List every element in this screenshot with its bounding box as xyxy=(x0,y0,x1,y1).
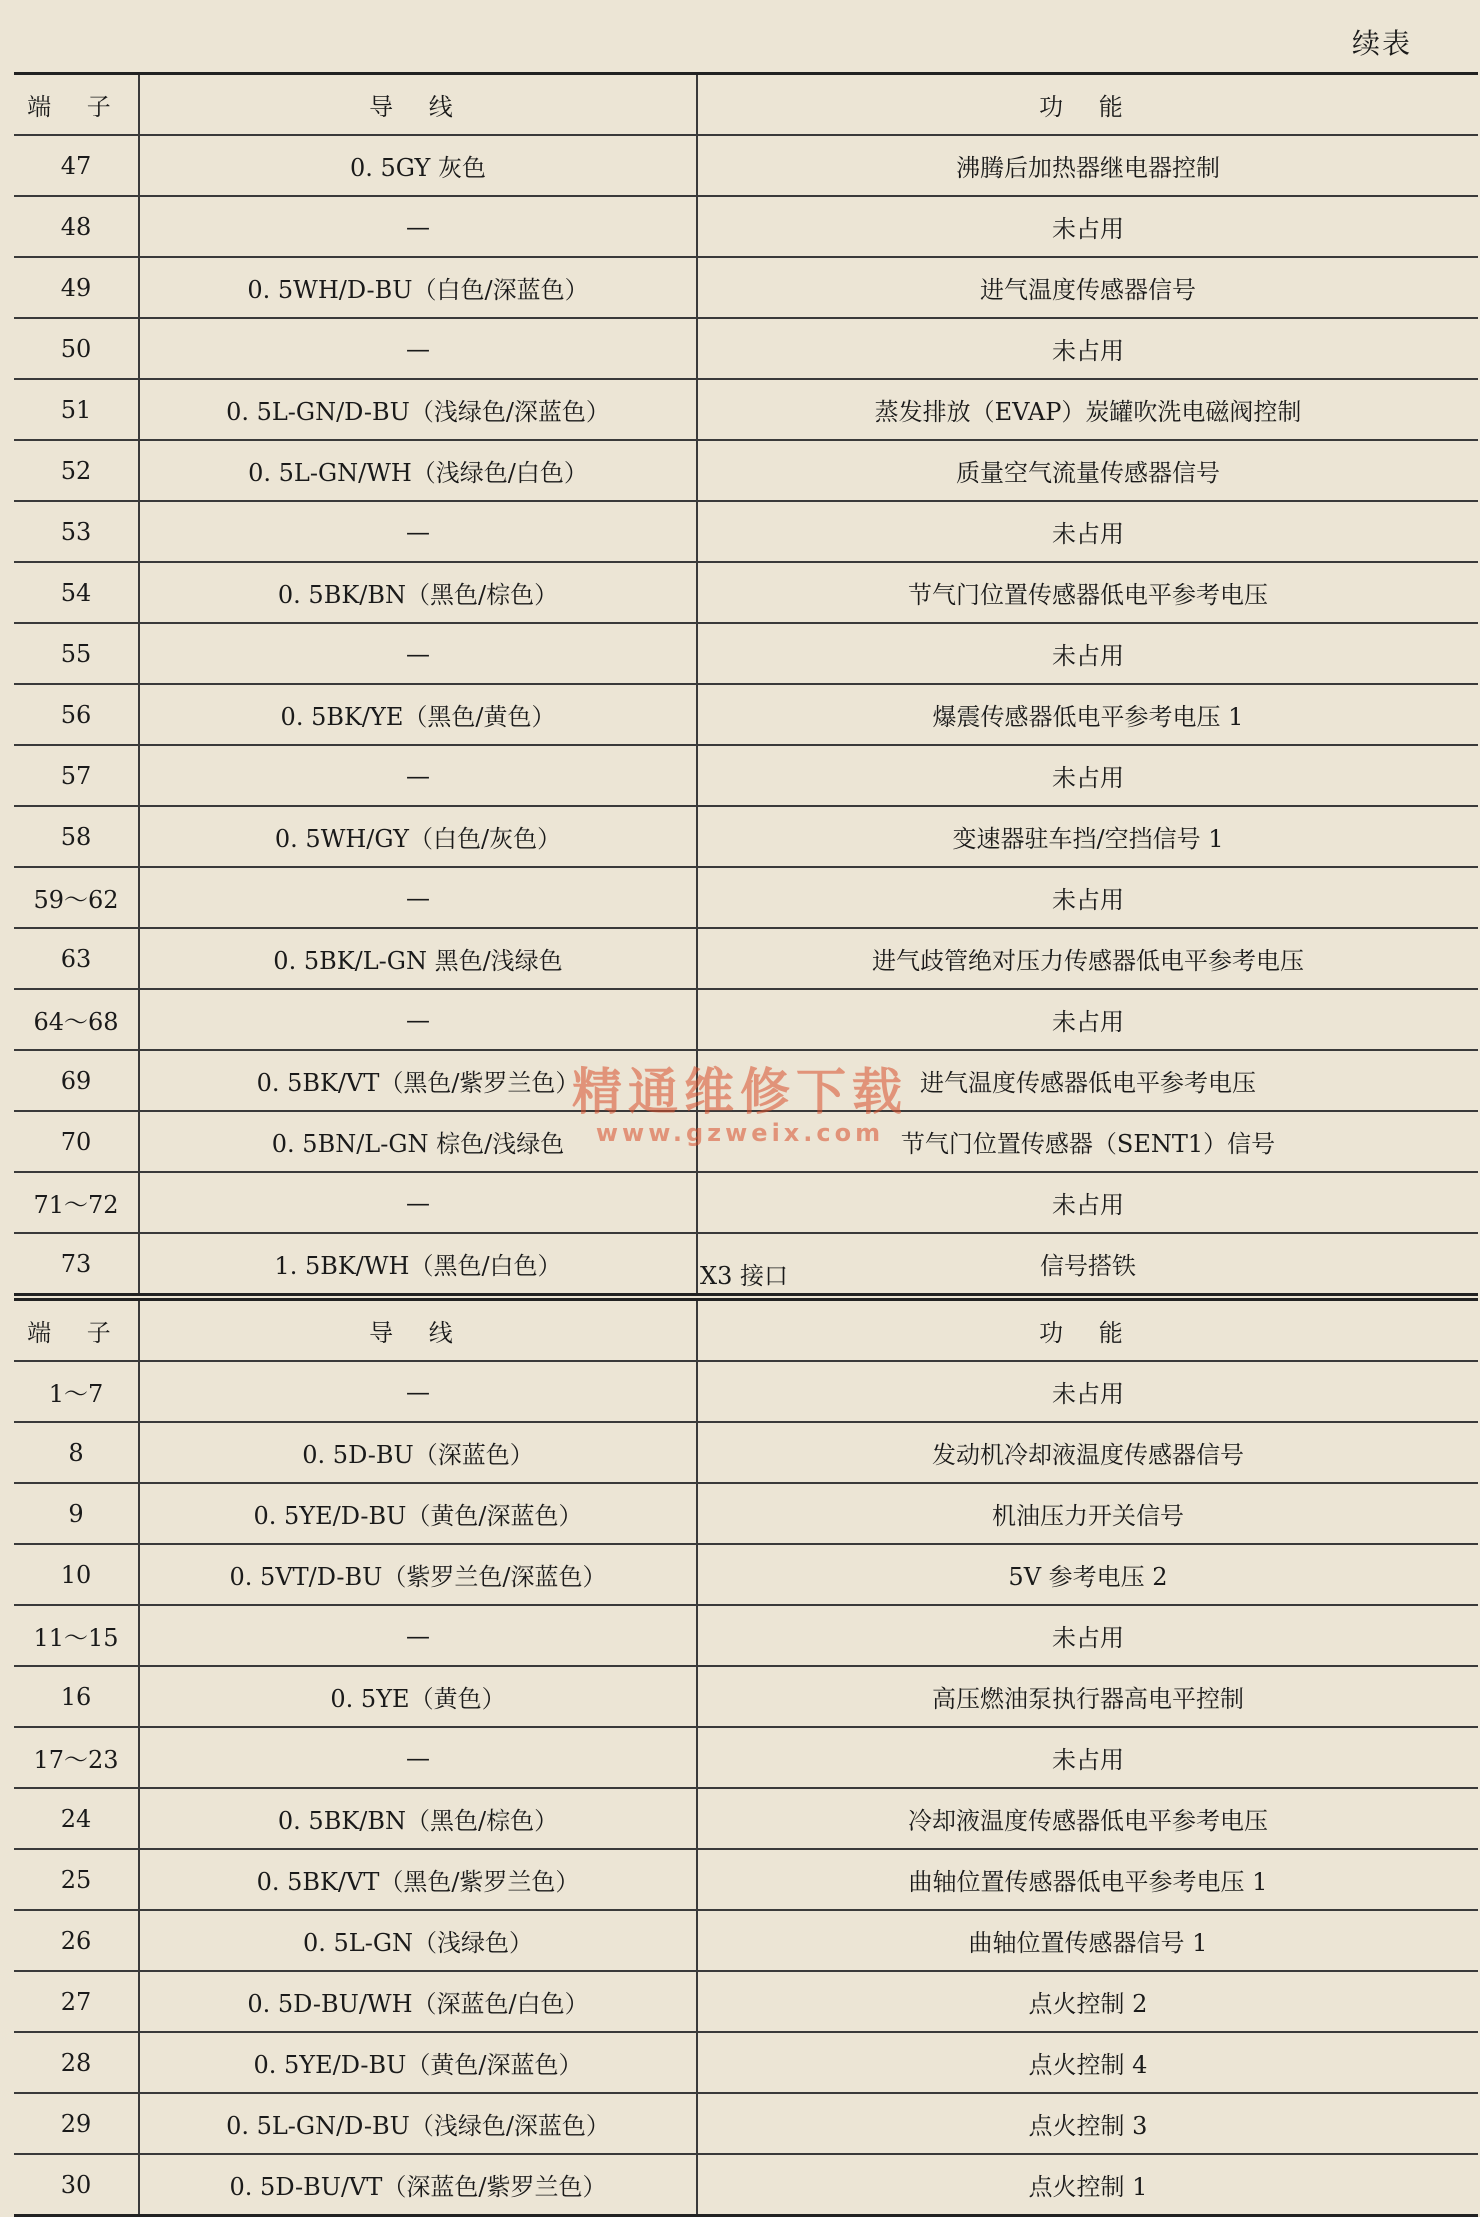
function-cell: 进气温度传感器低电平参考电压 xyxy=(697,1050,1478,1111)
function-cell: 5V 参考电压 2 xyxy=(697,1544,1478,1605)
terminal-header: 端 子 xyxy=(14,1300,139,1362)
terminal-cell: 47 xyxy=(14,135,139,196)
wire-cell: — xyxy=(139,196,697,257)
function-header: 功 能 xyxy=(697,74,1478,136)
terminal-cell: 73 xyxy=(14,1233,139,1295)
table-row xyxy=(14,440,1478,501)
table-row xyxy=(14,1666,1478,1727)
table-row xyxy=(14,745,1478,806)
table-row xyxy=(14,806,1478,867)
table-row xyxy=(14,1422,1478,1483)
function-cell: 点火控制 2 xyxy=(697,1971,1478,2032)
function-cell: 点火控制 4 xyxy=(697,2032,1478,2093)
table-row xyxy=(14,562,1478,623)
table-row xyxy=(14,1172,1478,1233)
function-header: 功 能 xyxy=(697,1300,1478,1362)
wire-cell: 0. 5L-GN/WH（浅绿色/白色） xyxy=(139,440,697,501)
table-row xyxy=(14,1849,1478,1910)
wire-cell: 1. 5BK/WH（黑色/白色） xyxy=(139,1233,697,1295)
function-cell: 机油压力开关信号 xyxy=(697,1483,1478,1544)
continued-table-label: 续表 xyxy=(1351,27,1412,60)
function-cell: 蒸发排放（EVAP）炭罐吹洗电磁阀控制 xyxy=(697,379,1478,440)
terminal-cell: 16 xyxy=(14,1666,139,1727)
wire-cell: 0. 5BN/L-GN 棕色/浅绿色 xyxy=(139,1111,697,1172)
table-row xyxy=(14,1544,1478,1605)
watermark-text: 精通维修下载 xyxy=(572,1062,908,1121)
terminal-header: 端 子 xyxy=(14,74,139,136)
x3-pin-table xyxy=(14,1298,1478,2217)
function-cell: 未占用 xyxy=(697,989,1478,1050)
table-row xyxy=(14,379,1478,440)
function-cell: 节气门位置传感器（SENT1）信号 xyxy=(697,1111,1478,1172)
function-cell: 质量空气流量传感器信号 xyxy=(697,440,1478,501)
function-cell: 未占用 xyxy=(697,196,1478,257)
function-cell: 曲轴位置传感器信号 1 xyxy=(697,1910,1478,1971)
wire-cell: 0. 5VT/D-BU（紫罗兰色/深蓝色） xyxy=(139,1544,697,1605)
table-row xyxy=(14,2093,1478,2154)
function-cell: 未占用 xyxy=(697,1727,1478,1788)
wire-cell: — xyxy=(139,623,697,684)
terminal-cell: 48 xyxy=(14,196,139,257)
table-row xyxy=(14,2154,1478,2216)
function-cell: 未占用 xyxy=(697,623,1478,684)
function-cell: 未占用 xyxy=(697,1605,1478,1666)
terminal-cell: 55 xyxy=(14,623,139,684)
wire-header: 导 线 xyxy=(139,1300,697,1362)
wire-cell: 0. 5L-GN/D-BU（浅绿色/深蓝色） xyxy=(139,379,697,440)
terminal-cell: 10 xyxy=(14,1544,139,1605)
terminal-cell: 30 xyxy=(14,2154,139,2216)
terminal-cell: 8 xyxy=(14,1422,139,1483)
function-cell: 发动机冷却液温度传感器信号 xyxy=(697,1422,1478,1483)
terminal-cell: 49 xyxy=(14,257,139,318)
wire-cell: — xyxy=(139,501,697,562)
wire-cell: 0. 5BK/VT（黑色/紫罗兰色） xyxy=(139,1050,697,1111)
terminal-cell: 57 xyxy=(14,745,139,806)
x2-table-body xyxy=(14,135,1478,1295)
function-cell: 点火控制 3 xyxy=(697,2093,1478,2154)
wire-cell: 0. 5YE（黄色） xyxy=(139,1666,697,1727)
wire-cell: 0. 5BK/YE（黑色/黄色） xyxy=(139,684,697,745)
wire-cell: — xyxy=(139,318,697,379)
function-cell: 未占用 xyxy=(697,1361,1478,1422)
x2-pin-table xyxy=(14,72,1478,1296)
function-cell: 节气门位置传感器低电平参考电压 xyxy=(697,562,1478,623)
terminal-cell: 64～68 xyxy=(14,989,139,1050)
terminal-cell: 70 xyxy=(14,1111,139,1172)
function-cell: 信号搭铁 xyxy=(697,1233,1478,1295)
table-row xyxy=(14,196,1478,257)
wire-cell: 0. 5D-BU（深蓝色） xyxy=(139,1422,697,1483)
terminal-cell: 11～15 xyxy=(14,1605,139,1666)
terminal-cell: 25 xyxy=(14,1849,139,1910)
terminal-cell: 29 xyxy=(14,2093,139,2154)
terminal-cell: 69 xyxy=(14,1050,139,1111)
wire-cell: 0. 5BK/VT（黑色/紫罗兰色） xyxy=(139,1849,697,1910)
terminal-cell: 56 xyxy=(14,684,139,745)
wire-cell: 0. 5BK/BN（黑色/棕色） xyxy=(139,562,697,623)
table-row xyxy=(14,1788,1478,1849)
wire-cell: 0. 5BK/L-GN 黑色/浅绿色 xyxy=(139,928,697,989)
x3-table-body xyxy=(14,1361,1478,2216)
wire-cell: — xyxy=(139,867,697,928)
table-row xyxy=(14,1111,1478,1172)
wire-cell: — xyxy=(139,989,697,1050)
wire-cell: 0. 5YE/D-BU（黄色/深蓝色） xyxy=(139,2032,697,2093)
table-row xyxy=(14,989,1478,1050)
function-cell: 进气歧管绝对压力传感器低电平参考电压 xyxy=(697,928,1478,989)
wire-cell: 0. 5WH/D-BU（白色/深蓝色） xyxy=(139,257,697,318)
wire-cell: 0. 5YE/D-BU（黄色/深蓝色） xyxy=(139,1483,697,1544)
wire-cell: 0. 5GY 灰色 xyxy=(139,135,697,196)
function-cell: 变速器驻车挡/空挡信号 1 xyxy=(697,806,1478,867)
terminal-cell: 53 xyxy=(14,501,139,562)
terminal-cell: 27 xyxy=(14,1971,139,2032)
terminal-cell: 54 xyxy=(14,562,139,623)
table-row xyxy=(14,867,1478,928)
function-cell: 冷却液温度传感器低电平参考电压 xyxy=(697,1788,1478,1849)
terminal-cell: 28 xyxy=(14,2032,139,2093)
terminal-cell: 1～7 xyxy=(14,1361,139,1422)
table-row xyxy=(14,1910,1478,1971)
x3-connector-title: X3 接口 xyxy=(700,1262,788,1290)
function-cell: 未占用 xyxy=(697,867,1478,928)
function-cell: 未占用 xyxy=(697,745,1478,806)
watermark-url: www.gzweix.com xyxy=(595,1119,885,1147)
table-row xyxy=(14,1605,1478,1666)
wire-cell: — xyxy=(139,1361,697,1422)
terminal-cell: 17～23 xyxy=(14,1727,139,1788)
table-row xyxy=(14,1483,1478,1544)
function-cell: 爆震传感器低电平参考电压 1 xyxy=(697,684,1478,745)
table-row xyxy=(14,135,1478,196)
terminal-cell: 58 xyxy=(14,806,139,867)
function-cell: 曲轴位置传感器低电平参考电压 1 xyxy=(697,1849,1478,1910)
function-cell: 进气温度传感器信号 xyxy=(697,257,1478,318)
table-row xyxy=(14,1050,1478,1111)
terminal-cell: 9 xyxy=(14,1483,139,1544)
wire-cell: 0. 5D-BU/WH（深蓝色/白色） xyxy=(139,1971,697,2032)
table-row xyxy=(14,928,1478,989)
wire-cell: — xyxy=(139,1727,697,1788)
wire-cell: 0. 5BK/BN（黑色/棕色） xyxy=(139,1788,697,1849)
table-row xyxy=(14,318,1478,379)
table-row xyxy=(14,501,1478,562)
table-header-row xyxy=(14,74,1478,136)
table-row xyxy=(14,623,1478,684)
wire-cell: 0. 5WH/GY（白色/灰色） xyxy=(139,806,697,867)
function-cell: 高压燃油泵执行器高电平控制 xyxy=(697,1666,1478,1727)
wire-cell: 0. 5D-BU/VT（深蓝色/紫罗兰色） xyxy=(139,2154,697,2216)
terminal-cell: 71～72 xyxy=(14,1172,139,1233)
terminal-cell: 63 xyxy=(14,928,139,989)
table-row xyxy=(14,2032,1478,2093)
function-cell: 未占用 xyxy=(697,1172,1478,1233)
wire-cell: — xyxy=(139,1605,697,1666)
table-row xyxy=(14,1727,1478,1788)
terminal-cell: 24 xyxy=(14,1788,139,1849)
terminal-cell: 51 xyxy=(14,379,139,440)
function-cell: 沸腾后加热器继电器控制 xyxy=(697,135,1478,196)
function-cell: 未占用 xyxy=(697,318,1478,379)
table-row xyxy=(14,257,1478,318)
table-row xyxy=(14,1361,1478,1422)
terminal-cell: 50 xyxy=(14,318,139,379)
terminal-cell: 59～62 xyxy=(14,867,139,928)
wire-header: 导 线 xyxy=(139,74,697,136)
wire-cell: 0. 5L-GN/D-BU（浅绿色/深蓝色） xyxy=(139,2093,697,2154)
terminal-cell: 52 xyxy=(14,440,139,501)
wire-cell: 0. 5L-GN（浅绿色） xyxy=(139,1910,697,1971)
table-header-row xyxy=(14,1300,1478,1362)
function-cell: 未占用 xyxy=(697,501,1478,562)
table-row xyxy=(14,1971,1478,2032)
terminal-cell: 26 xyxy=(14,1910,139,1971)
table-row xyxy=(14,684,1478,745)
wire-cell: — xyxy=(139,1172,697,1233)
function-cell: 点火控制 1 xyxy=(697,2154,1478,2216)
wire-cell: — xyxy=(139,745,697,806)
